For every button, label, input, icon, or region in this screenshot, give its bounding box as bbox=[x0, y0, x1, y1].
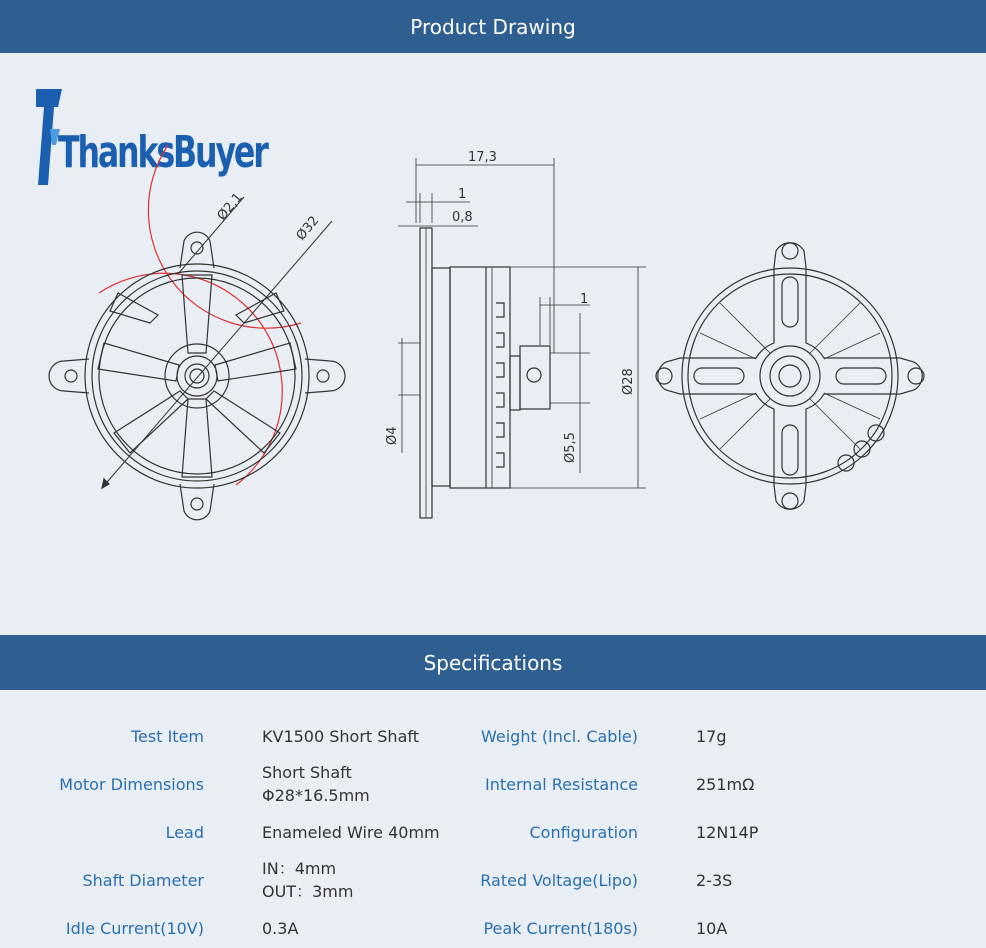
spec-value-line: KV1500 Short Shaft bbox=[262, 726, 419, 746]
spec-label: Idle Current(10V) bbox=[65, 918, 204, 938]
product-drawing-header bbox=[0, 0, 986, 53]
product-drawing-area bbox=[0, 53, 986, 635]
spec-row bbox=[0, 760, 986, 808]
rear-view bbox=[656, 243, 924, 510]
dim-outer-label: Ø32 bbox=[293, 213, 323, 244]
spec-label: Test Item bbox=[130, 726, 204, 746]
spec-value bbox=[696, 712, 896, 760]
spec-label: Internal Resistance bbox=[485, 774, 638, 794]
spec-value-line: Φ28*16.5mm bbox=[262, 786, 370, 805]
spec-value-line: 10A bbox=[696, 918, 728, 938]
motor-technical-drawing bbox=[0, 53, 986, 635]
dim-shaft-in-label: Ø4 bbox=[385, 426, 400, 445]
dim-step-label: 1 bbox=[580, 292, 589, 307]
spec-value bbox=[696, 904, 896, 948]
dim-shaft-out-label: Ø5,5 bbox=[563, 432, 578, 463]
spec-value-line: Enameled Wire 40mm bbox=[262, 822, 440, 842]
spec-value bbox=[696, 808, 896, 856]
brand-logo-text: ThanksBuyer bbox=[58, 127, 267, 178]
spec-label: Motor Dimensions bbox=[59, 774, 204, 794]
spec-value-line: 0.3A bbox=[262, 918, 299, 938]
spec-value bbox=[262, 808, 472, 856]
spec-row bbox=[0, 904, 986, 948]
side-view bbox=[398, 158, 646, 518]
dim-body-label: Ø28 bbox=[621, 368, 636, 395]
front-view bbox=[49, 145, 345, 520]
spec-label: Weight (Incl. Cable) bbox=[480, 726, 638, 746]
dim-length-label: 17,3 bbox=[468, 150, 497, 165]
spec-label: Rated Voltage(Lipo) bbox=[480, 870, 638, 890]
spec-row bbox=[0, 856, 986, 904]
spec-value bbox=[262, 856, 472, 904]
spec-label: Configuration bbox=[529, 822, 638, 842]
spec-label: Peak Current(180s) bbox=[483, 918, 638, 938]
spec-value bbox=[696, 760, 896, 808]
specifications-title: Specifications bbox=[423, 650, 563, 675]
spec-value bbox=[696, 856, 896, 904]
spec-value-line: 12N14P bbox=[696, 822, 759, 842]
spec-value-line: IN：4mm bbox=[262, 859, 337, 878]
dim-flange-label: 1 bbox=[458, 187, 467, 202]
spec-row bbox=[0, 808, 986, 856]
specifications-table bbox=[0, 690, 986, 948]
spec-value bbox=[262, 760, 472, 808]
dim-hole-label: Ø2,1 bbox=[214, 190, 246, 224]
dim-gap-label: 0,8 bbox=[452, 210, 473, 225]
spec-label: Shaft Diameter bbox=[82, 870, 204, 890]
spec-value-line: 2-3S bbox=[696, 870, 733, 890]
specifications-header bbox=[0, 635, 986, 690]
spec-row bbox=[0, 712, 986, 760]
product-drawing-title: Product Drawing bbox=[410, 14, 576, 39]
spec-value-line: 17g bbox=[696, 726, 727, 746]
spec-value-line: 251mΩ bbox=[696, 774, 755, 794]
spec-value-line: OUT：3mm bbox=[262, 882, 354, 901]
spec-value-line: Short Shaft bbox=[262, 763, 352, 782]
spec-label: Lead bbox=[165, 822, 204, 842]
spec-value bbox=[262, 712, 472, 760]
spec-value bbox=[262, 904, 472, 948]
